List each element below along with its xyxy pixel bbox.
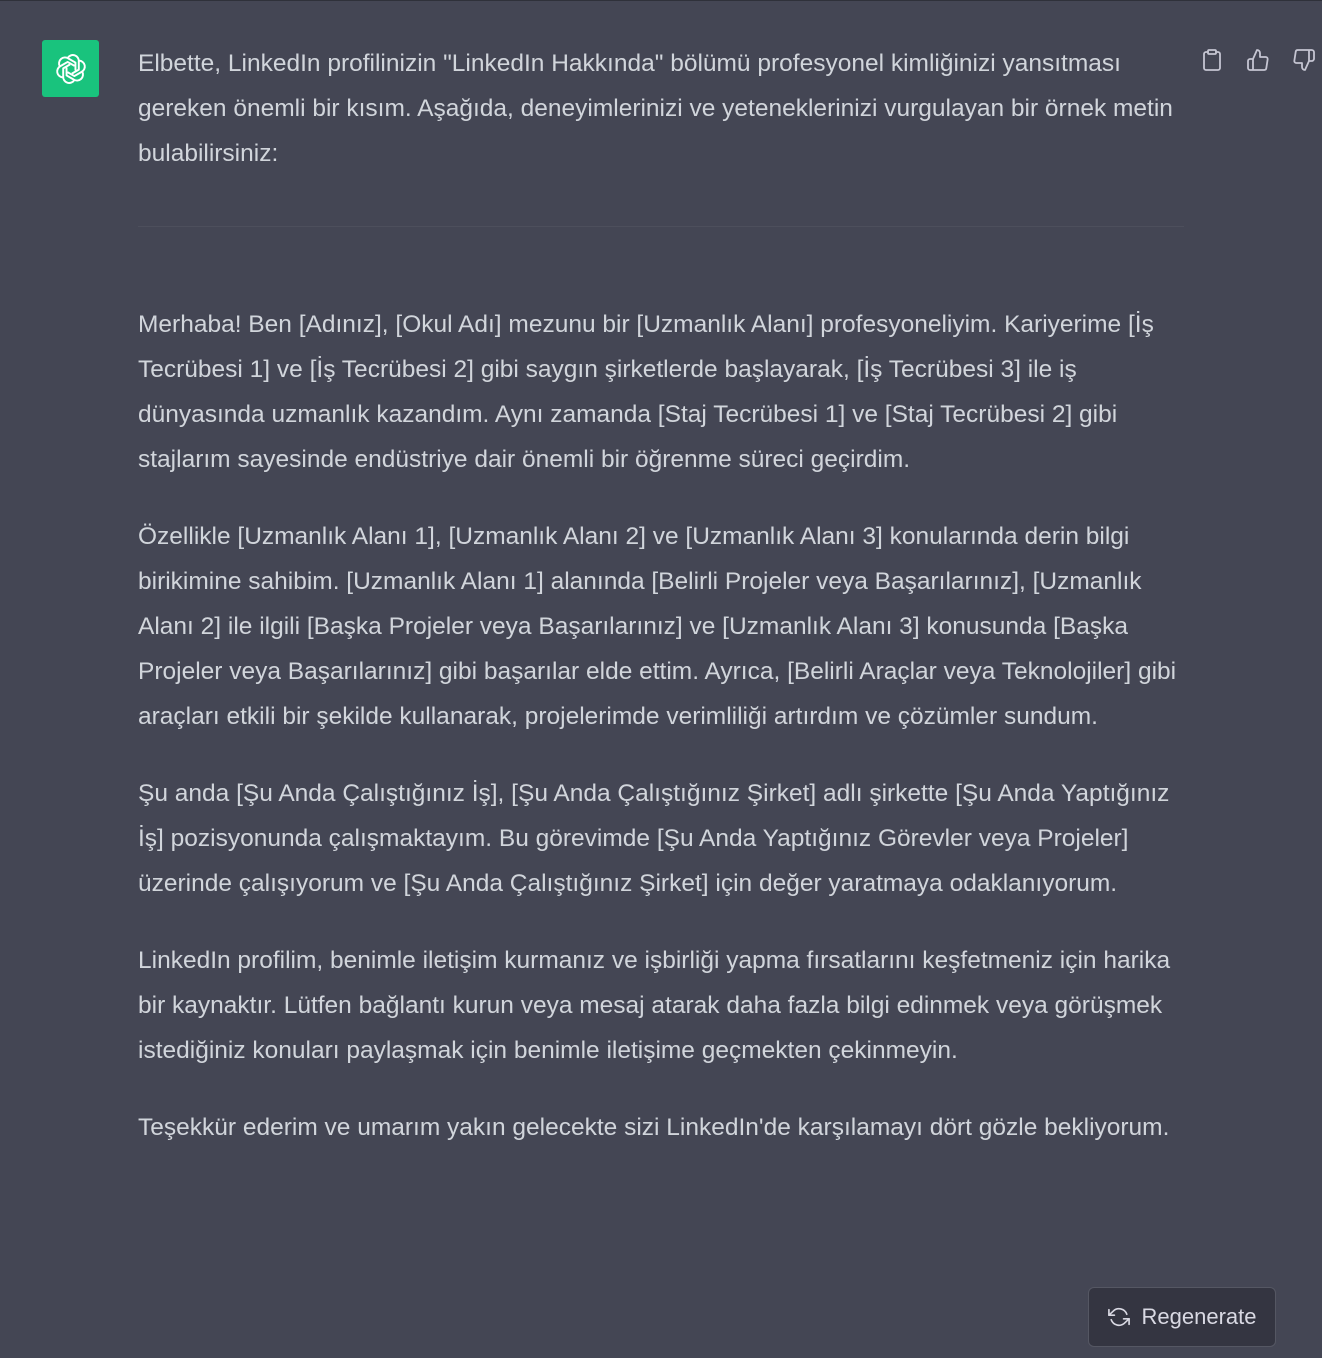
message-paragraph: LinkedIn profilim, benimle iletişim kurmanız ve işbirliği yapma fırsatlarını keşfetmeniz için harika bir kaynaktır. Lütfen bağlantı kurun veya mesaj atarak daha fazla bilgi edinmek veya görüşmek istediğiniz konuları paylaşmak için benimle iletişime geçmekten çekinmeyin. xyxy=(138,947,1171,1064)
message-divider xyxy=(138,226,1184,227)
message-paragraph: Teşekkür ederim ve umarım yakın gelecekte sizi LinkedIn'de karşılamayı dört gözle bekliyorum. xyxy=(138,1114,1170,1141)
thumbs-up-icon xyxy=(1246,48,1270,72)
clipboard-icon xyxy=(1200,48,1224,72)
thumbs-down-icon xyxy=(1292,48,1316,72)
openai-logo-icon xyxy=(53,51,89,87)
copy-button[interactable] xyxy=(1199,45,1225,75)
assistant-avatar xyxy=(42,40,99,97)
refresh-icon xyxy=(1108,1306,1130,1328)
message-paragraph: Şu anda [Şu Anda Çalıştığınız İş], [Şu Anda Çalıştığınız Şirket] adlı şirkette [Şu Anda Yaptığınız İş] pozisyonunda çalışmaktayım. Bu görevimde [Şu Anda Yaptığınız Görevler veya Projeler] üzerinde çalışıyorum ve [Şu Anda Çalıştığınız Şirket] için değer yaratmaya odaklanıyorum. xyxy=(138,780,1170,897)
thumbs-down-button[interactable] xyxy=(1291,45,1317,75)
message-actions xyxy=(1199,45,1317,75)
message-paragraph: Merhaba! Ben [Adınız], [Okul Adı] mezunu bir [Uzmanlık Alanı] profesyoneliyim. Kariyerime [İş Tecrübesi 1] ve [İş Tecrübesi 2] gibi saygın şirketlerde başlayarak, [İş Tecrübesi 3] ile iş dünyasında uzmanlık kazandım. Aynı zamanda [Staj Tecrübesi 1] ve [Staj Tecrübesi 2] gibi stajlarım sayesinde endüstriye dair önemli bir öğrenme süreci geçirdim. xyxy=(138,311,1154,473)
thumbs-up-button[interactable] xyxy=(1245,45,1271,75)
regenerate-label: Regenerate xyxy=(1141,1304,1257,1329)
assistant-message xyxy=(138,41,1184,1150)
message-paragraph: Özellikle [Uzmanlık Alanı 1], [Uzmanlık Alanı 2] ve [Uzmanlık Alanı 3] konularında derin bilgi birikimine sahibim. [Uzmanlık Alanı 1] alanında [Belirli Projeler veya Başarılarınız], [Uzmanlık Alanı 2] ile ilgili [Başka Projeler veya Başarılarınız] ve [Uzmanlık Alanı 3] konusunda [Başka Projeler veya Başarılarınız] gibi başarılar elde ettim. Ayrıca, [Belirli Araçlar veya Teknolojiler] gibi araçları etkili bir şekilde kullanarak, projelerimde verimliliği artırdım ve çözümler sundum. xyxy=(138,523,1177,730)
message-intro: Elbette, LinkedIn profilinizin "LinkedIn Hakkında" bölümü profesyonel kimliğinizi yansıtması gereken önemli bir kısım. Aşağıda, deneyimlerinizi ve yeteneklerinizi vurgulayan bir örnek metin bulabilirsiniz: xyxy=(138,50,1173,167)
regenerate-button[interactable] xyxy=(1088,1287,1276,1347)
